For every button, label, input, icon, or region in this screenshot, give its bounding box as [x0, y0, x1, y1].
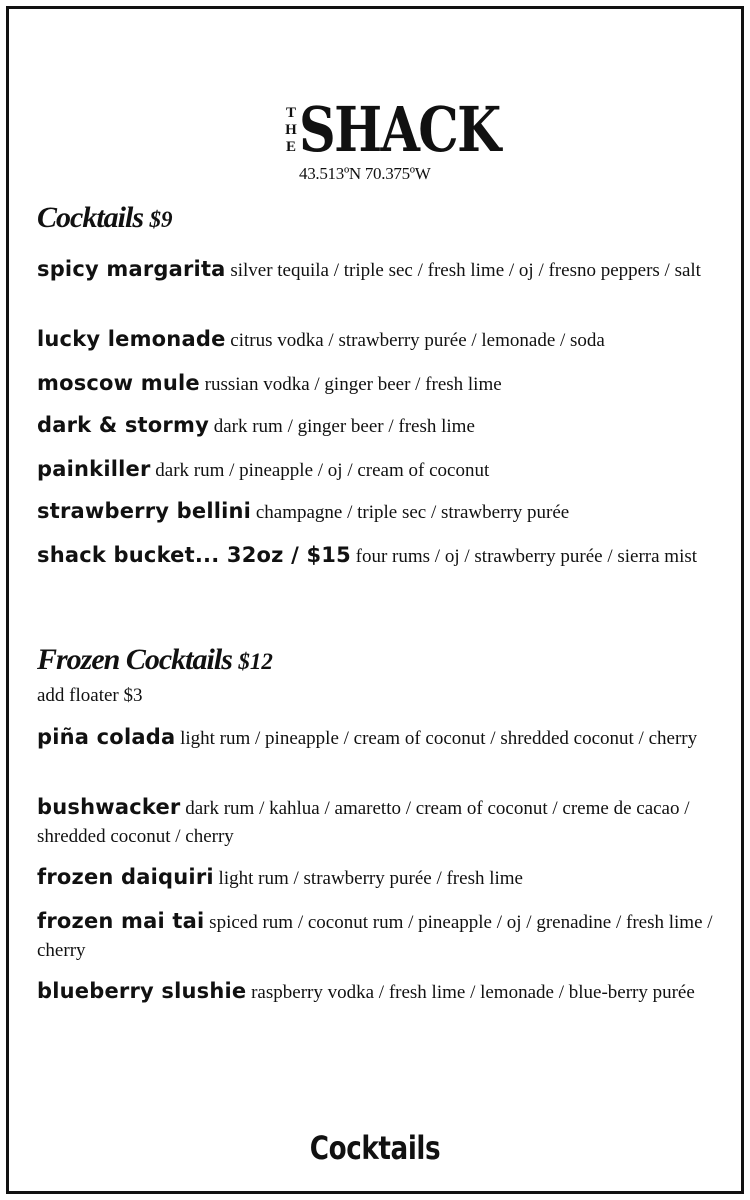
section-note: add floater $3	[37, 685, 143, 706]
item-description: dark rum / pineapple / oj / cream of coconut	[155, 460, 490, 481]
menu-item	[37, 977, 717, 1007]
section-price: $12	[238, 649, 273, 674]
menu-item	[37, 455, 717, 485]
menu-item	[37, 411, 717, 441]
item-name: spicy margarita	[37, 257, 226, 281]
item-description: raspberry vodka / fresh lime / lemonade / blue-berry purée	[251, 982, 695, 1003]
section-title-text: Frozen Cocktails	[37, 643, 232, 676]
item-description: dark rum / kahlua / amaretto / cream of coconut / creme de cacao / shredded coconut / cherry	[37, 798, 690, 847]
logo-coordinates: 43.513ºN 70.375ºW	[299, 164, 431, 183]
logo-the-letter: T	[285, 105, 296, 121]
menu-item	[37, 793, 717, 851]
menu-item	[37, 255, 717, 285]
item-description: spiced rum / coconut rum / pineapple / oj / grenadine / fresh lime / cherry	[37, 912, 713, 961]
item-description: light rum / strawberry purée / fresh lime	[218, 868, 523, 889]
menu-page	[6, 6, 744, 1194]
item-name: frozen daiquiri	[37, 865, 214, 889]
logo-the-letter: E	[285, 139, 296, 155]
footer-title: Cocktails	[309, 1129, 441, 1167]
item-name: lucky lemonade	[37, 327, 226, 351]
item-name: piña colada	[37, 725, 176, 749]
item-description: citrus vodka / strawberry purée / lemonade / soda	[230, 330, 605, 351]
item-description: champagne / triple sec / strawberry purée	[255, 502, 570, 523]
logo-the	[284, 105, 298, 156]
item-name: painkiller	[37, 457, 151, 481]
shack-logo	[279, 93, 500, 191]
item-name: bushwacker	[37, 795, 181, 819]
section-price: $9	[149, 207, 173, 232]
item-description: russian vodka / ginger beer / fresh lime	[204, 374, 502, 395]
menu-item	[37, 863, 717, 893]
menu-item	[37, 907, 717, 965]
item-name: frozen mai tai	[37, 909, 205, 933]
item-name: blueberry slushie	[37, 979, 247, 1003]
menu-item	[37, 369, 717, 399]
section-title-cocktails	[37, 201, 173, 235]
item-name: shack bucket... 32oz / $15	[37, 543, 351, 567]
menu-item	[37, 541, 717, 571]
menu-item	[37, 497, 717, 527]
item-name: strawberry bellini	[37, 499, 252, 523]
menu-item	[37, 723, 717, 753]
section-title-frozen-cocktails	[37, 643, 273, 677]
item-name: dark & stormy	[37, 413, 209, 437]
item-description: four rums / oj / strawberry purée / sierra mist	[355, 546, 698, 567]
item-description: silver tequila / triple sec / fresh lime / oj / fresno peppers / salt	[230, 260, 701, 281]
item-name: moscow mule	[37, 371, 200, 395]
item-description: dark rum / ginger beer / fresh lime	[213, 416, 475, 437]
menu-item	[37, 325, 717, 355]
logo-the-letter: H	[285, 122, 297, 138]
item-description: light rum / pineapple / cream of coconut / shredded coconut / cherry	[180, 728, 698, 749]
section-title-text: Cocktails	[37, 201, 144, 234]
logo-name: SHACK	[299, 93, 500, 166]
